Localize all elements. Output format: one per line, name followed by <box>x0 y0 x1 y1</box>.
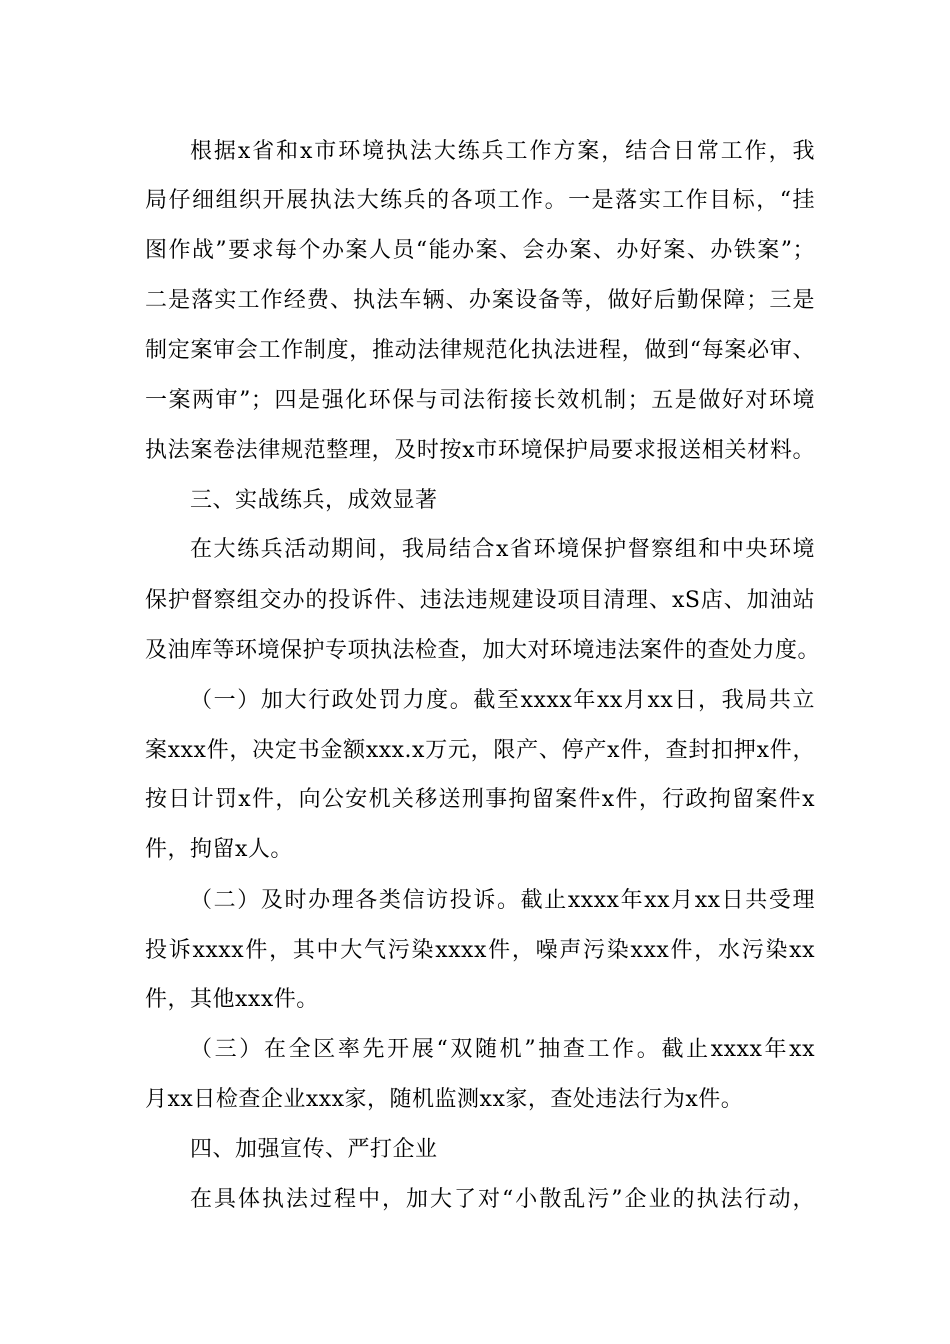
paragraph-line: （三）在全区率先开展“双随机”抽查工作。截止xxxx年xx <box>190 1037 815 1062</box>
paragraph-line: 件，其他xxx件。 <box>145 987 319 1012</box>
paragraph-line: 投诉xxxx件，其中大气污染xxxx件，噪声污染xxx件，水污染xx <box>145 938 815 963</box>
paragraph-line: 案xxx件，决定书金额xxx.x万元，限产、停产x件，查封扣押x件， <box>145 738 815 763</box>
section-heading: 三、实战练兵，成效显著 <box>190 488 438 513</box>
paragraph-line: 在大练兵活动期间，我局结合x省环境保护督察组和中央环境 <box>190 537 815 562</box>
paragraph-line: 按日计罚x件，向公安机关移送刑事拘留案件x件，行政拘留案件x <box>145 787 815 812</box>
paragraph-line: 保护督察组交办的投诉件、违法违规建设项目清理、xS店、加油站 <box>145 588 815 613</box>
section-heading: 四、加强宣传、严打企业 <box>190 1137 438 1162</box>
paragraph-line: 二是落实工作经费、执法车辆、办案设备等，做好后勤保障；三是 <box>145 288 815 313</box>
paragraph-line: 根据x省和x市环境执法大练兵工作方案，结合日常工作，我 <box>190 139 815 164</box>
paragraph-line: 及油库等环境保护专项执法检查，加大对环境违法案件的查处力度。 <box>145 638 821 663</box>
paragraph-line: （一）加大行政处罚力度。截至xxxx年xx月xx日，我局共立 <box>190 688 815 713</box>
paragraph-line: 图作战”要求每个办案人员“能办案、会办案、办好案、办铁案”； <box>145 238 815 263</box>
paragraph-line: 件，拘留x人。 <box>145 837 293 862</box>
paragraph-line: 局仔细组织开展执法大练兵的各项工作。一是落实工作目标，“挂 <box>145 188 815 213</box>
paragraph-line: 月xx日检查企业xxx家，随机监测xx家，查处违法行为x件。 <box>145 1087 744 1112</box>
paragraph-line: （二）及时办理各类信访投诉。截止xxxx年xx月xx日共受理 <box>190 888 815 913</box>
paragraph-line: 制定案审会工作制度，推动法律规范化执法进程，做到“每案必审、 <box>145 338 815 363</box>
paragraph-line: 一案两审”；四是强化环保与司法衔接长效机制；五是做好对环境 <box>145 388 815 413</box>
paragraph-line: 执法案卷法律规范整理，及时按x市环境保护局要求报送相关材料。 <box>145 438 815 463</box>
paragraph-line: 在具体执法过程中，加大了对“小散乱污”企业的执法行动， <box>190 1187 815 1212</box>
